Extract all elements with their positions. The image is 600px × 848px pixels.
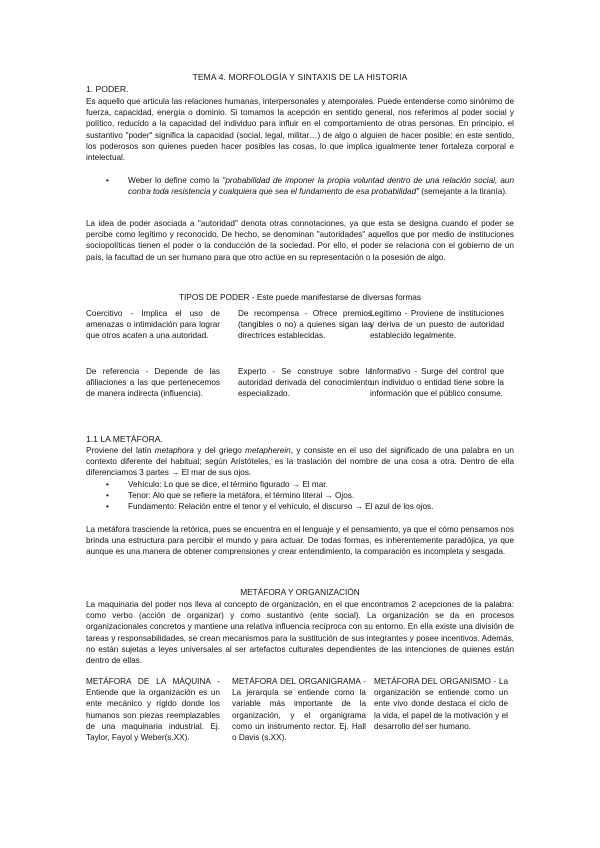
weber-bullet-item [106, 175, 514, 197]
metafora-organismo-title: METÁFORA DEL ORGANISMO [374, 677, 491, 686]
list-item: • Fundamento: Relación entre el tenor y el vehículo, el discurso → El azul de los ojos. [106, 501, 514, 512]
weber-quote: "probabilidad de imponer la propia voluntad dentro de una relación social, aun contra toda resistencia y cualquiera que sea el fundamento de esa probabilidad" [128, 176, 514, 197]
document-title: TEMA 4. MORFOLOGÍA Y SINTAXIS DE LA HISTORIA [192, 72, 408, 82]
metafora-organigrama-title: METÁFORA DEL ORGANIGRAMA [232, 677, 361, 686]
organizacion-heading: METÁFORA Y ORGANIZACIÓN [240, 587, 360, 597]
tipo-referencia: De referencia - Depende de las afiliaciones a las que pertenecemos de manera indirecta (influencia). [86, 367, 220, 399]
tipos-heading [86, 292, 514, 303]
metafora-organigrama [232, 676, 366, 743]
tipo-coercitivo: Coercitivo - Implica el uso de amenazas o intimidación para lograr que otros acaten a una autoridad. [86, 309, 220, 341]
autoridad-paragraph: La idea de poder asociada a "autoridad" denota otras connotaciones, ya que esta se designa cuando el poder se percibe como legítimo y reconocido. De hecho, se denominan "autoridades" aquellos que por medio de instituciones sociopolíticas tienen el poder o la conducción de la sociedad. Por ello, el poder se relaciona con el gobierno de un país, la facultad de un ser humano para que otro actúe en su representación o la posesión de algo. [86, 219, 514, 262]
metafora-paragraph: La metáfora trasciende la retórica, pues se encuentra en el lenguaje y el pensamiento, ya que el cómo pensamos nos brinda una estructura para percibir el mundo y para actuar. De todas formas, es inherentemente paradójica, ya que aunque es una manera de obtener comprensiones y crear entendimiento, la comparación es incompleta y sesgada. [86, 525, 514, 557]
metafora-organismo-text: - La organización se entiende como un ente vivo donde destaca el ciclo de la vida, el papel de la motivación y el desarrollo del ser humano. [374, 677, 509, 731]
weber-bullet [106, 175, 514, 197]
metafora-bullets [106, 479, 514, 513]
tipo-legitimo: Legítimo - Proviene de instituciones y deriva de un puesto de autoridad establecido legalmente. [370, 309, 504, 341]
tipo-informativo: Informativo - Surge del control que un individuo o entidad tiene sobre la información que el público consume. [370, 367, 504, 399]
tipo-recompensa: De recompensa - Ofrece premios (tangibles o no) a quienes sigan las directrices establecidas. [238, 309, 372, 341]
organizacion-paragraph: La maquinaria del poder nos lleva al concepto de organización, en el que encontramos 2 acepciones de la palabra: como verbo (acción de organizar) y como sustantivo (ente social). La organización se da en procesos organizacionales concretos y mantiene una relativa influencia recíproca con su entorno. En ella existe una división de tareas y responsabilidades, se crean mecanismos para la sustitución de sus integrantes y posee incentivos. Además, no están sujetas a leyes universales al ser artefactos culturales dependientes de las intenciones de quienes están dentro de ellas. [86, 600, 514, 666]
metafora-maquina-title: METÁFORA DE LA MÁQUINA [86, 677, 211, 686]
metafora-intro-a: Proviene del latín [86, 446, 155, 455]
metafora-intro-e: , y consiste en el uso del significado de una palabra en un contexto diferente del habitual; según Aristóteles, es la traslación del nombre de una cosa a otra. Dentro de ella diferenciamos 3 partes → El mar de sus ojos. [86, 446, 514, 478]
tipos-heading-rest: - Este puede manifestarse de diversas formas [249, 292, 422, 302]
section-heading-metafora: 1.1 LA METÁFORA. [86, 434, 163, 444]
weber-prefix: Weber lo define como la [128, 176, 223, 185]
metafora-maquina-text: - Entiende que la organización es un ente mecánico y rígido donde los humanos son piezas reemplazables de una maquinaria industrial. Ej. Taylor, Fayol y Weber(s.XX). [86, 677, 220, 743]
section-heading-poder: 1. PODER. [86, 84, 129, 94]
metafora-intro-greek: metapherein [245, 446, 291, 455]
metafora-intro-c: y del griego [193, 446, 246, 455]
metafora-intro-latin: metaphora [154, 446, 194, 455]
weber-bullet-list [106, 175, 514, 197]
list-item: • Vehículo: Lo que se dice, el término figurado → El mar. [106, 479, 514, 490]
list-item: • Tenor: Alo que se refiere la metáfora, el término literal → Ojos. [106, 490, 514, 501]
metafora-intro [86, 445, 514, 479]
metafora-maquina [86, 676, 220, 743]
metafora-organigrama-text: - La jerarquía se entiende como la variable más importante de la organización, y el organigrama como un instrumento rector. Ej. Hall o Davis (s.XX). [232, 677, 366, 743]
weber-suffix: (semejante a la tiranía). [419, 187, 508, 197]
metafora-organismo [374, 676, 508, 732]
tipos-heading-main: TIPOS DE PODER [178, 292, 250, 302]
metafora-bullet-list [106, 479, 514, 513]
poder-paragraph: Es aquello que articula las relaciones humanas, interpersonales y atemporales. Puede entenderse como sinónimo de fuerza, capacidad, energía o dominio. Si tomamos la acepción en sentido general, nos referimos al poder social y político, reducido a la capacidad del individuo para influir en el comportamiento de otras personas. En principio, el sustantivo "poder" significa la capacidad (social, legal, militar…) de algo o alguien de hacer posible; en este sentido, los poderosos son quienes pueden hacer posibles las cosas, lo que implica igualmente tener fortaleza corporal e intelectual. [86, 97, 514, 163]
tipo-experto: Experto - Se construye sobre la autoridad derivada del conocimiento especializado. [238, 367, 372, 399]
